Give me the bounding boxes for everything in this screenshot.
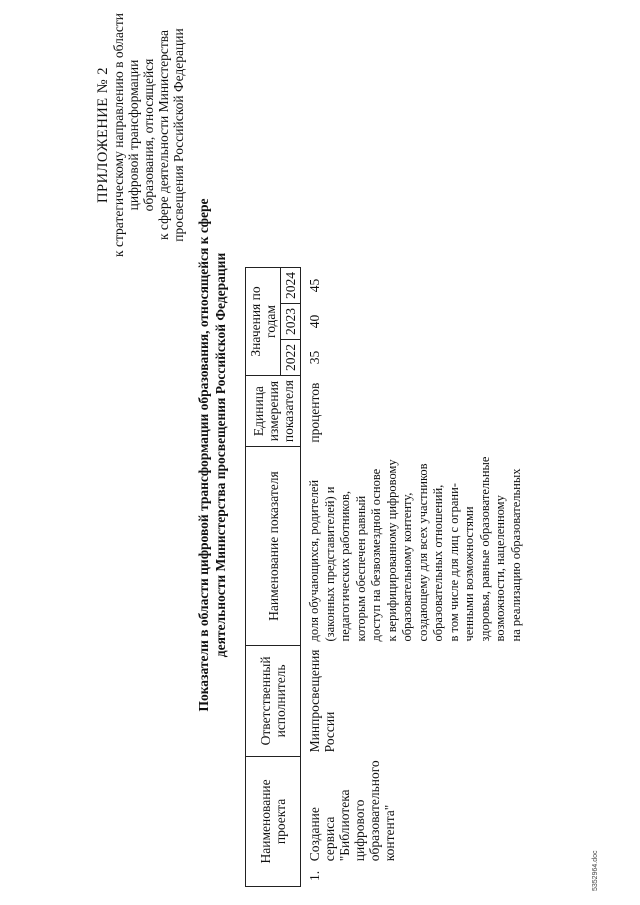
- project-name-line: "Библиотека: [337, 789, 352, 862]
- indicator-line: образовательных отношений,: [431, 484, 445, 642]
- header-year: 2023: [281, 304, 301, 340]
- header-values-group: Значения по годам: [246, 268, 281, 376]
- indicator-line: (законных представителей) и: [322, 486, 337, 642]
- project-name-line: образовательного: [367, 760, 382, 862]
- indicator-line: образовательному контенту,: [400, 492, 414, 642]
- indicator-line: педагогических работников,: [338, 490, 352, 642]
- value-2022: 35: [307, 350, 322, 365]
- executor-cell: [301, 645, 525, 756]
- header-executor: Ответственный исполнитель: [246, 645, 301, 756]
- table-header-row: [246, 268, 281, 887]
- project-name-line: контента": [382, 804, 397, 862]
- row-number: 1.: [307, 870, 322, 881]
- table-row: [301, 268, 525, 887]
- indicator-line: возможности, нацеленному: [493, 495, 507, 642]
- indicator-line: ченными возможностями: [462, 506, 476, 642]
- project-name-line: Создание: [307, 807, 322, 862]
- indicator-line: создающему для всех участников: [415, 463, 430, 642]
- document-title: [195, 145, 229, 765]
- header-project: Наименование проекта: [246, 756, 301, 886]
- unit-cell: процентов: [307, 382, 322, 443]
- appendix-line: цифровой трансформации: [126, 59, 141, 211]
- indicator-line: доступ на безвозмездной основе: [369, 468, 383, 642]
- appendix-title: ПРИЛОЖЕНИЕ № 2: [95, 67, 111, 203]
- project-name-cell: [301, 756, 525, 865]
- header-unit: Единица измерения показателя: [246, 376, 301, 447]
- appendix-line: образования, относящейся: [141, 58, 156, 212]
- document-title-line: деятельности Министерства просвещения Российской Федерации: [213, 252, 228, 658]
- appendix-line: просвещения Российской Федерации: [171, 28, 186, 242]
- appendix-line: к сфере деятельности Министерства: [156, 30, 171, 240]
- appendix-header: [96, 0, 186, 295]
- indicator-line: здоровья, равные образовательные: [477, 456, 492, 642]
- indicator-line: на реализацию образовательных: [508, 468, 523, 642]
- document-title-line: Показатели в области цифровой трансформации образования, относящейся к сфере: [196, 198, 211, 712]
- value-2023: 40: [307, 314, 322, 329]
- project-name-line: сервиса: [322, 816, 337, 862]
- executor-line: Минпросвещения: [307, 649, 322, 753]
- header-indicator: Наименование показателя: [246, 447, 301, 646]
- project-name-line: цифрового: [352, 799, 367, 862]
- indicators-table: [245, 267, 524, 887]
- executor-line: России: [322, 711, 337, 753]
- footer-filename: 5352964.doc: [592, 850, 599, 891]
- indicator-line: которым обеспечен равный: [353, 495, 368, 642]
- indicator-line: доля обучающихся, родителей: [307, 479, 321, 642]
- indicator-line: в том числе для лиц с ограни-: [446, 483, 461, 642]
- indicator-cell: [301, 447, 525, 646]
- header-year: 2022: [281, 340, 301, 376]
- header-year: 2024: [281, 268, 301, 304]
- indicator-line: к верифицированному цифровому: [384, 459, 399, 642]
- appendix-line: к стратегическому направлению в области: [111, 13, 126, 257]
- value-2024: 45: [307, 278, 322, 293]
